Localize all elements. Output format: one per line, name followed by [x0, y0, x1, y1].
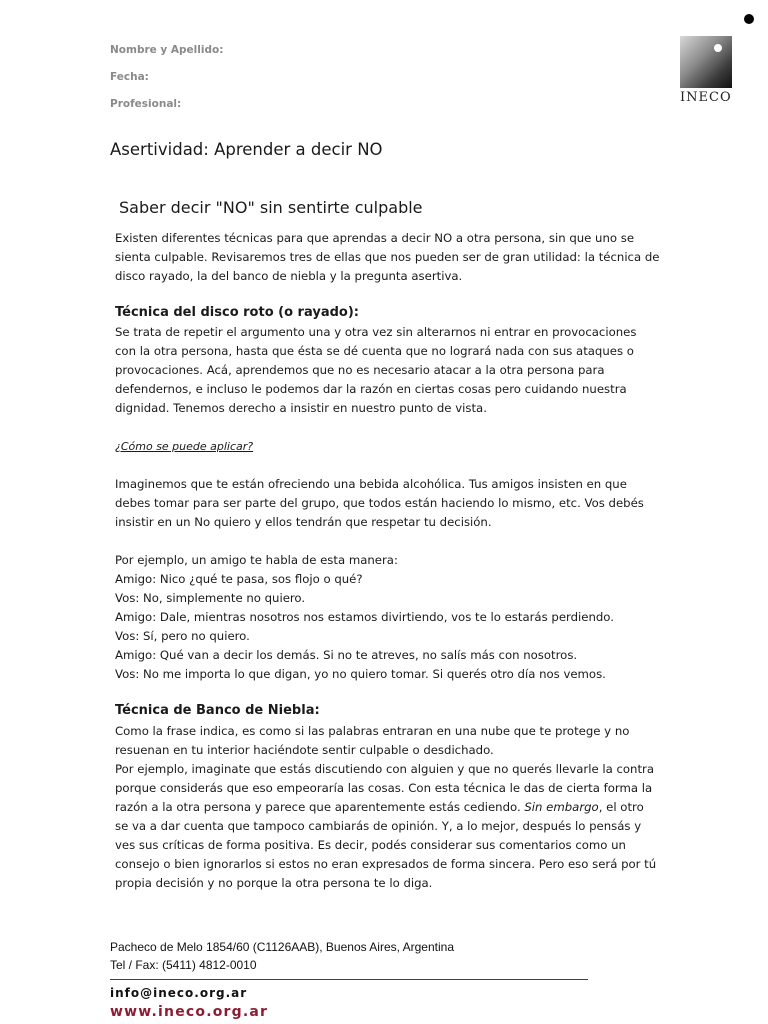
intro-paragraph: Existen diferentes técnicas para que aprendas a decir NO a otra persona, sin que uno se sienta culpable. Revisaremos tres de ellas que nos pueden ser de gran utilidad: la técnica de disco rayado, la del banco de niebla y la pregunta asertiva.	[115, 231, 660, 283]
footer-divider	[110, 979, 588, 980]
dialogue-line: Vos: No, simplemente no quiero.	[115, 591, 306, 605]
dialogue-line: Vos: Sí, pero no quiero.	[115, 629, 250, 643]
section2-emphasis: Sin embargo	[524, 800, 599, 814]
logo-mark-icon	[680, 36, 732, 88]
page-title: Asertividad: Aprender a decir NO	[110, 140, 383, 159]
dialogue-line: Amigo: Nico ¿qué te pasa, sos flojo o qué?	[115, 572, 363, 586]
name-field-label: Nombre y Apellido:	[110, 44, 224, 56]
dialogue-line: Amigo: Dale, mientras nosotros nos estamos divirtiendo, vos te lo estarás perdiendo.	[115, 610, 614, 624]
section2-paragraph-1: Como la frase indica, es como si las palabras entraran en una nube que te protege y no resuenan en tu interior haciéndote sentir culpable o desdichado.	[115, 724, 630, 757]
how-to-apply-link[interactable]: ¿Cómo se puede aplicar?	[115, 440, 254, 453]
dialogue-line: Amigo: Qué van a decir los demás. Si no te atreves, no salís más con nosotros.	[115, 648, 578, 662]
section2-paragraph-2	[115, 760, 660, 893]
footer-website[interactable]: www.ineco.org.ar	[110, 1004, 269, 1020]
dialogue-line: Vos: No me importa lo que digan, yo no quiero tomar. Si querés otro día nos vemos.	[115, 667, 606, 681]
example-paragraph: Imaginemos que te están ofreciendo una bebida alcohólica. Tus amigos insisten en que debes tomar para ser parte del grupo, que todos están haciendo lo mismo, etc. Vos debés insistir en un No quiero y ellos tendrán que respetar tu decisión.	[115, 477, 644, 529]
professional-field-label: Profesional:	[110, 98, 182, 110]
ineco-logo	[680, 12, 754, 104]
logo-text: INECO	[680, 90, 732, 105]
section2-heading: Técnica de Banco de Niebla:	[115, 703, 320, 718]
section1-heading: Técnica del disco roto (o rayado):	[115, 305, 359, 320]
page-subtitle: Saber decir "NO" sin sentirte culpable	[119, 198, 423, 217]
footer-phone: Tel / Fax: (5411) 4812-0010	[110, 958, 257, 972]
section2-text-b: , el otro se va a dar cuenta que tampoco cambiarás de opinión. Y, a lo mejor, después lo pensás y ves sus críticas de forma positiva. Es decir, podés considerar sus comentarios como un consejo o bien ignorarlos si estos no eran expresados de forma sincera. Pero eso será por tú propia decisión y no porque la otra persona te lo diga.	[115, 800, 657, 890]
footer-email[interactable]: info@ineco.org.ar	[110, 986, 248, 1000]
date-field-label: Fecha:	[110, 71, 149, 83]
section2-text-a: Por ejemplo, imaginate que estás discutiendo con alguien y que no querés llevarle la contra porque considerás que eso empeoraría las cosas. Con esta técnica le das de cierta forma la razón a la otra persona y parece que aparentemente estás cediendo.	[115, 762, 655, 814]
dialogue-line: Por ejemplo, un amigo te habla de esta manera:	[115, 553, 398, 567]
footer-address: Pacheco de Melo 1854/60 (C1126AAB), Buenos Aires, Argentina	[110, 940, 454, 954]
section1-paragraph: Se trata de repetir el argumento una y otra vez sin alterarnos ni entrar en provocaciones con la otra persona, hasta que ésta se dé cuenta que no logrará nada con sus ataques o provocaciones. Acá, aprendemos que no es necesario atacar a la otra persona para defendernos, e incluso le podemos dar la razón en ciertas cosas pero cuidando nuestra dignidad. Tenemos derecho a insistir en nuestro punto de vista.	[115, 325, 637, 415]
